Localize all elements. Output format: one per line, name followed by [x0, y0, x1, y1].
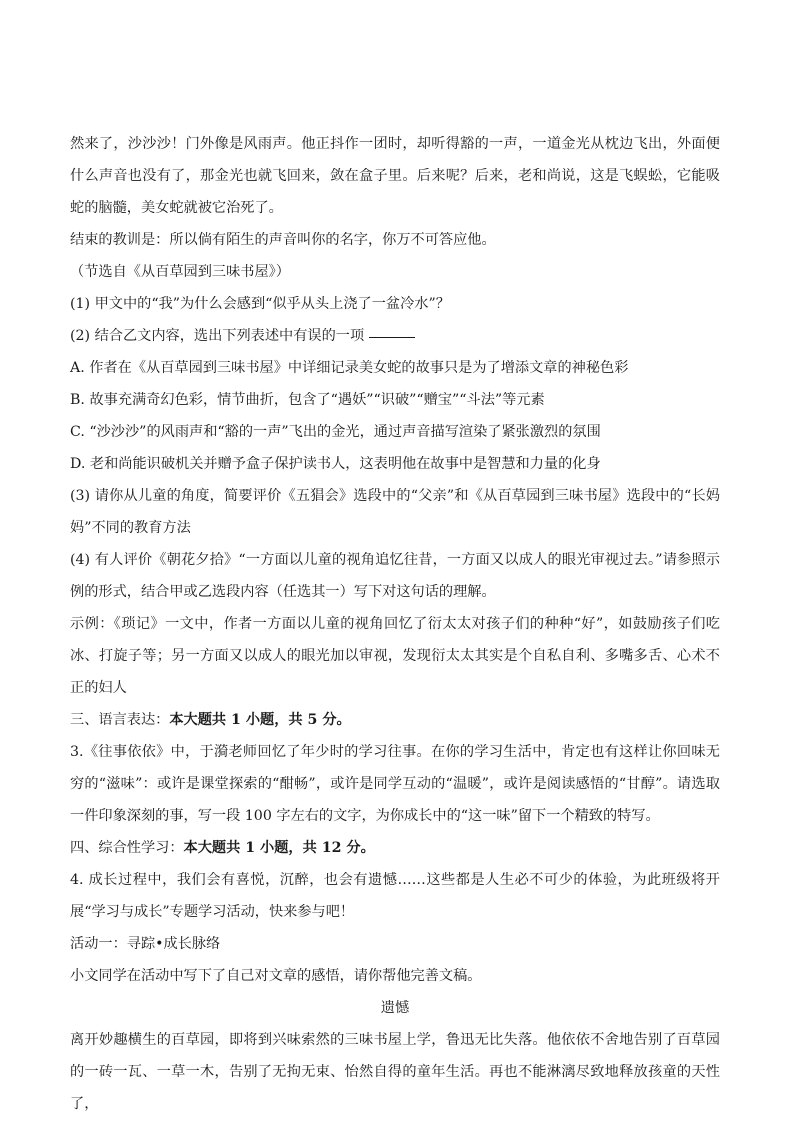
source-note: （节选自《从百草园到三味书屋》） [70, 264, 290, 280]
option-a: A. 作者在《从百草园到三味书屋》中详细记录美女蛇的故事只是为了增添文章的神秘色彩 [70, 360, 629, 376]
example-answer: 示例：《琐记》一文中，作者一方面以儿童的视角回忆了衍太太对孩子们的种种“好”，如鼓励孩子们吃冰、打旋子等；另一方面又以成人的眼光加以审视，发现衍太太其实是个自私自利、多嘴多舌、心术不正的妇人 [70, 616, 720, 696]
section-3-info: 本大题共 1 小题，共 5 分。 [169, 712, 351, 728]
section-3-title: 三、语言表达： [70, 712, 170, 728]
section-4-heading [70, 832, 720, 864]
item-4: 4. 成长过程中，我们会有喜悦，沉醉，也会有遗憾……这些都是人生必不可少的体验，为此班级将开展“学习与成长”专题学习活动，快来参与吧！ [70, 872, 720, 920]
answer-blank [369, 336, 415, 338]
section-3-heading [70, 704, 720, 736]
item-3: 3.《往事依依》中，于漪老师回忆了年少时的学习往事。在你的学习生活中，肯定也有这样让你回味无穷的“滋味”：或许是课堂探索的“酣畅”，或许是同学互动的“温暖”，或许是阅读感悟的“甘醇”。请选取一件印象深刻的事，写一段 100 字左右的文字，为你成长中的“这一味”留下一个精致的特写。 [70, 744, 720, 824]
option-c: C. “沙沙沙”的风雨声和“豁的一声”飞出的金光，通过声音描写渲染了紧张激烈的氛围 [70, 424, 601, 440]
activity-1: 活动一：寻踪•成长脉络 [70, 936, 221, 952]
question-2-text: (2) 结合乙文内容，选出下列表述中有误的一项 [70, 328, 365, 344]
question-2 [70, 320, 720, 352]
question-1: (1) 甲文中的“我”为什么会感到“似乎从头上浇了一盆冷水”？ [70, 296, 450, 312]
question-4: (4) 有人评价《朝花夕拾》“一方面以儿童的视角追忆往昔，一方面又以成人的眼光审视过去。”请参照示例的形式，结合甲或乙选段内容（任选其一）写下对这句话的理解。 [70, 552, 720, 600]
question-3: (3) 请你从儿童的角度，简要评价《五猖会》选段中的“父亲”和《从百草园到三味书屋》选段中的“长妈妈”不同的教育方法 [70, 488, 720, 536]
story-moral: 结束的教训是：所以倘有陌生的声音叫你的名字，你万不可答应他。 [70, 232, 496, 248]
essay-title: 遗憾 [380, 1000, 410, 1016]
section-4-title: 四、综合性学习： [70, 840, 184, 856]
task-instruction: 小文同学在活动中写下了自己对文章的感悟，请你帮他完善文稿。 [70, 968, 482, 984]
essay-text: 离开妙趣横生的百草园，即将到兴味索然的三味书屋上学，鲁迅无比失落。他依依不舍地告别了百草园的一砖一瓦、一草一木，告别了无拘无束、怡然自得的童年生活。再也不能淋漓尽致地释放孩童的天性了， [70, 1032, 720, 1112]
option-b: B. 故事充满奇幻色彩，情节曲折，包含了“遇妖”“识破”“赠宝”“斗法”等元素 [70, 392, 545, 408]
story-paragraph: 然来了，沙沙沙！门外像是风雨声。他正抖作一团时，却听得豁的一声，一道金光从枕边飞出，外面便什么声音也没有了，那金光也就飞回来，敛在盒子里。后来呢？后来，老和尚说，这是飞蜈蚣，它能吸蛇的脑髓，美女蛇就被它治死了。 [70, 136, 720, 216]
section-4-info: 本大题共 1 小题，共 12 分。 [183, 840, 375, 856]
document-body [70, 128, 720, 1120]
option-d: D. 老和尚能识破机关并赠予盒子保护读书人，这表明他在故事中是智慧和力量的化身 [70, 456, 601, 472]
